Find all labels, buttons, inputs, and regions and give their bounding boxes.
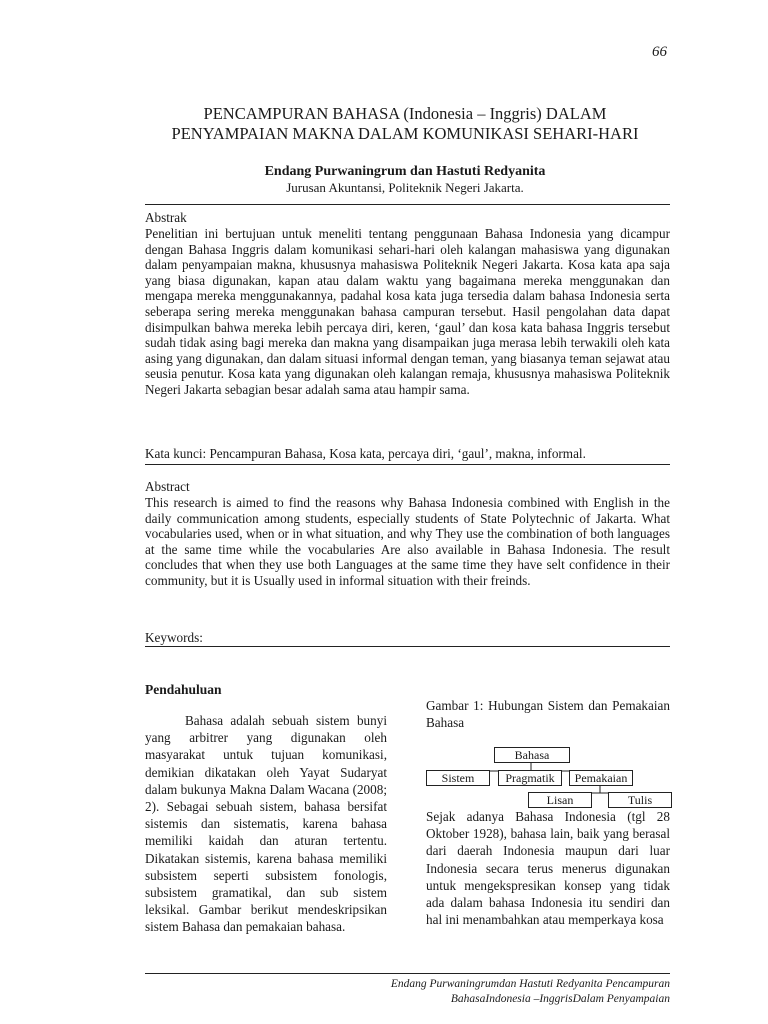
page-number: 66	[652, 44, 667, 60]
node-lisan: Lisan	[528, 792, 592, 808]
node-sistem: Sistem	[426, 770, 490, 786]
title-line-2: PENYAMPAIAN MAKNA DALAM KOMUNIKASI SEHARI-HARI	[171, 124, 639, 143]
footer-rule	[145, 973, 670, 974]
title-line-1: PENCAMPURAN BAHASA (Indonesia – Inggris) DALAM	[203, 104, 607, 123]
intro-paragraph: Bahasa adalah sebuah sistem bunyi yang arbitrer yang digunakan oleh masyarakat untuk tujuan komunikasi, demikian dikatakan oleh Yayat Sudaryat dalam bukunya Makna Dalam Wacana (2008; 2). Sebagai sebuah sistem, bahasa bersifat sistemis dan sistematis, karena bahasa memiliki kaidah dan aturan tertentu. Dikatakan sistemis, karena bahasa memiliki subsistem seperti subsistem fonologis, subsistem gramatikal, dan sub sistem leksikal. Gambar berikut mendeskripsikan sistem Bahasa dan pemakaian bahasa.	[145, 713, 387, 935]
affiliation: Jurusan Akuntansi, Politeknik Negeri Jakarta.	[286, 180, 524, 195]
footer	[270, 977, 670, 1007]
node-pemakaian: Pemakaian	[569, 770, 633, 786]
keywords-rule	[145, 646, 670, 647]
right-paragraph: Sejak adanya Bahasa Indonesia (tgl 28 Oktober 1928), bahasa lain, baik yang berasal dari daerah Indonesia maupun dari luar Indonesia secara terus menerus digunakan untuk mengekspresikan konsep yang tidak ada dalam bahasa Indonesia itu sendiri dan hal ini menambahkan atau memperkaya kosa	[426, 809, 670, 928]
kata-kunci: Kata kunci: Pencampuran Bahasa, Kosa kata, percaya diri, ‘gaul’, makna, informal.	[145, 446, 586, 461]
title-rule	[145, 204, 670, 205]
kata-kunci-rule	[145, 464, 670, 465]
node-bahasa: Bahasa	[494, 747, 570, 763]
authors: Endang Purwaningrum dan Hastuti Redyanita	[264, 164, 546, 179]
right-column	[426, 808, 670, 928]
abstrak-body: Penelitian ini bertujuan untuk meneliti tentang penggunaan Bahasa Indonesia yang dicampur dengan Bahasa Inggris dalam komunikasi sehari-hari oleh kalangan mahasiswa yang digunakan dalam penyampaian makna, khususnya mahasiswa Politeknik Negeri Jakarta. Kosa kata apa saja yang biasa digunakan, kapan atau dalam waktu yang bagaimana mereka menggunakan dan mengapa mereka menggunakannya, padahal kosa kata juga tersedia dalam bahasa Indonesia serta seberapa sering mereka menggunakan bahasa campuran tersebut. Hasil pengolahan data dapat disimpulkan bahwa mereka lebih percaya diri, keren, ‘gaul’ dan kosa kata bahasa Inggris tersebut sudah tidak asing bagi mereka dan makna yang disampaikan juga merasa lebih terwakili oleh kata asing yang digunakan, dan dalam situasi informal dengan teman, yang biasanya teman sejawat atau seusia penutur. Kosa kata yang digunakan oleh kalangan remaja, khususnya mahasiswa Politeknik Negeri Jakarta sebagian besar adalah sama atau hampir sama.	[145, 226, 670, 397]
paper-title	[100, 104, 710, 144]
node-pragmatik: Pragmatik	[498, 770, 562, 786]
left-column	[145, 712, 387, 936]
figure-caption: Gambar 1: Hubungan Sistem dan Pemakaian Bahasa	[426, 698, 670, 730]
abstrak-section	[145, 210, 670, 398]
section-heading: Pendahuluan	[145, 682, 222, 697]
abstrak-heading: Abstrak	[145, 210, 187, 225]
node-tulis: Tulis	[608, 792, 672, 808]
keywords: Keywords:	[145, 630, 203, 645]
abstract-section	[145, 479, 670, 589]
footer-line-1: Endang Purwaningrumdan Hastuti Redyanita Pencampuran	[390, 978, 670, 990]
footer-line-2: BahasaIndonesia –InggrisDalam Penyampaian	[450, 993, 670, 1005]
figure-diagram	[426, 745, 676, 807]
abstract-heading: Abstract	[145, 479, 190, 494]
abstract-body: This research is aimed to find the reasons why Bahasa Indonesia combined with English in the daily communication among students, especially students of State Polytechnic of Jakarta. What vocabularies used, when or in what situation, and why They use the combination of both languages at the same time while the vocabularies Are also available in Bahasa Indonesia. The result concludes that when they use both Languages at the same time they have selt confidence in their community, but it is Usually used in informal situation with their freinds.	[145, 495, 670, 588]
